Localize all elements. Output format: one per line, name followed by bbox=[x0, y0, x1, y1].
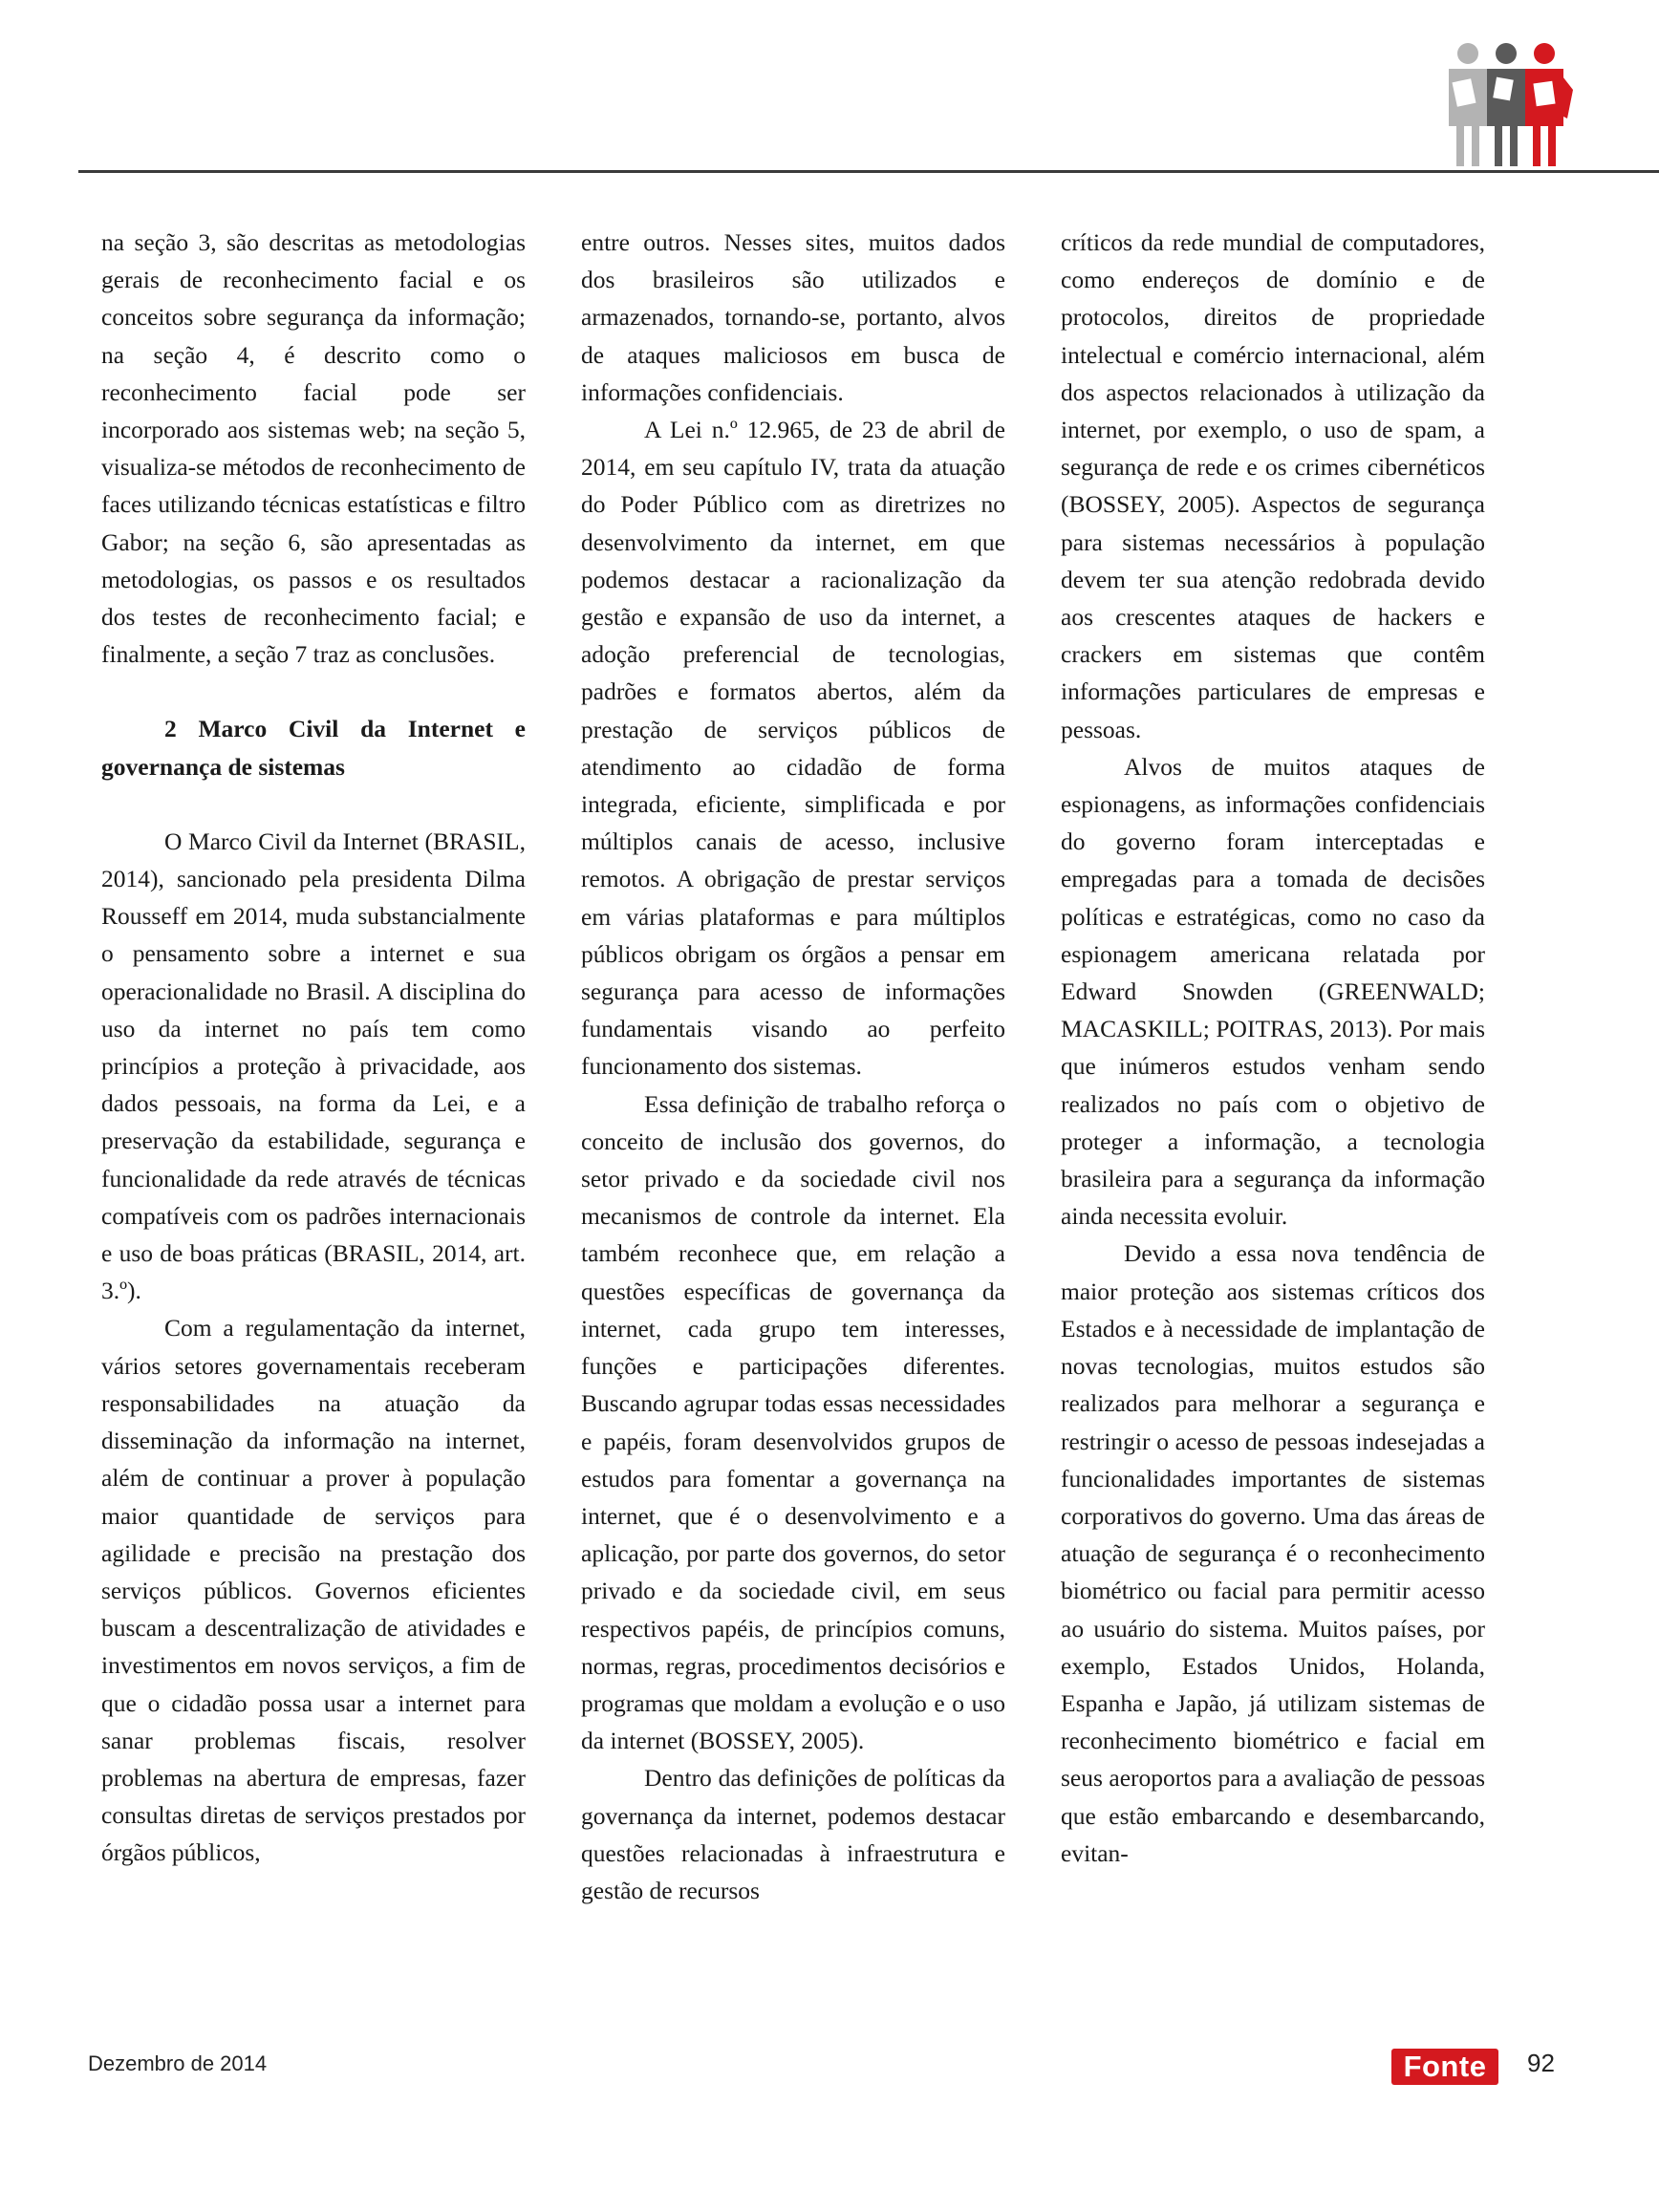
paragraph: Essa definição de trabalho reforça o conceito de inclusão dos governos, do setor privado e da sociedade civil nos mecanismos de controle da internet. Ela também reconhece que, em relação a questões específicas de governança da internet, cada grupo tem interesses, funções e participações diferentes. Buscando agrupar todas essas necessidades e papéis, foram desenvolvidos grupos de estudos para fomentar a governança na internet, que é o desenvolvimento e a aplicação, por parte dos governos, do setor privado e da sociedade civil, em seus respectivos papéis, de princípios comuns, normas, regras, procedimentos decisórios e programas que moldam a evolução e o uso da internet (BOSSEY, 2005). bbox=[581, 1089, 1005, 1755]
section-heading: 2 Marco Civil da Internet e governança de sistemas bbox=[101, 715, 526, 781]
page-number: 92 bbox=[1527, 2049, 1555, 2077]
header-rule bbox=[78, 170, 1659, 173]
paragraph: A Lei n.º 12.965, de 23 de abril de 2014, em seu capítulo IV, trata da atuação do Poder Público com as diretrizes no desenvolvimento da internet, em que podemos destacar a racionalização da gestão e expansão de uso da internet, a adoção preferencial de tecnologias, padrões e formatos abertos, além da prestação de serviços públicos de atendimento ao cidadão de forma integrada, eficiente, simplificada e por múltiplos canais de acesso, inclusive remotos. A obrigação de prestar serviços em várias plataformas e para múltiplos públicos obrigam os órgãos a pensar em segurança para acesso de informações fundamentais visando ao perfeito funcionamento dos sistemas. bbox=[581, 416, 1005, 1081]
paragraph: O Marco Civil da Internet (BRASIL, 2014), sancionado pela presidenta Dilma Rousseff em 2014, muda substancialmente o pensamento sobre a internet e sua operacionalidade no Brasil. A disciplina do uso da internet no país tem como princípios a proteção à privacidade, aos dados pessoais, na forma da Lei, e a preservação da estabilidade, segurança e funcionalidade da rede através de técnicas compatíveis com os padrões internacionais e uso de boas práticas (BRASIL, 2014, art. 3.º). bbox=[101, 827, 526, 1305]
column-3 bbox=[1061, 224, 1485, 1872]
footer-date: Dezembro de 2014 bbox=[88, 2051, 268, 2075]
paragraph: na seção 3, são descritas as metodologias gerais de reconhecimento facial e os conceitos sobre segurança da informação; na seção 4, é descrito como o reconhecimento facial pode ser incorporado aos sistemas web; na seção 5, visualiza-se métodos de reconhecimento de faces utilizando técnicas estatísticas e filtro Gabor; na seção 6, são apresentadas as metodologias, os passos e os resultados dos testes de reconhecimento facial; e finalmente, a seção 7 traz as conclusões. bbox=[101, 228, 526, 669]
paragraph: Com a regulamentação da internet, vários setores governamentais receberam responsabilidades na atuação da disseminação da informação na internet, além de continuar a prover à população maior quantidade de serviços para agilidade e precisão na prestação dos serviços públicos. Governos eficientes buscam a descentralização de atividades e investimentos em novos serviços, a fim de que o cidadão possa usar a internet para sanar problemas fiscais, resolver problemas na abertura de empresas, fazer consultas diretas de serviços prestados por órgãos públicos, bbox=[101, 1314, 526, 1867]
paragraph: Devido a essa nova tendência de maior proteção aos sistemas críticos dos Estados e à necessidade de implantação de novas tecnologias, muitos estudos são realizados para melhorar a segurança e restringir o acesso de pessoas indesejadas a funcionalidades importantes de sistemas corporativos do governo. Uma das áreas de atuação de segurança é o reconhecimento biométrico ou facial para permitir acesso ao usuário do sistema. Muitos países, por exemplo, Estados Unidos, Holanda, Espanha e Japão, já utilizam sistemas de reconhecimento biométrico e facial em seus aeroportos para a avaliação de pessoas que estão embarcando e desembarcando, evitan- bbox=[1061, 1239, 1485, 1867]
column-1 bbox=[101, 224, 526, 1872]
three-people-icon bbox=[1441, 42, 1584, 168]
paragraph: Dentro das definições de políticas da governança da internet, podemos destacar questões relacionadas à infraestrutura e gestão de recursos bbox=[581, 1764, 1005, 1904]
brand-logo: Fonte bbox=[1391, 2049, 1498, 2085]
paragraph: críticos da rede mundial de computadores, como endereços de domínio e de protocolos, direitos de propriedade intelectual e comércio internacional, além dos aspectos relacionados à utilização da internet, por exemplo, o uso de spam, a segurança de rede e os crimes cibernéticos (BOSSEY, 2005). Aspectos de segurança para sistemas necessários à população devem ter sua atenção redobrada devido aos crescentes ataques de hackers e crackers em sistemas que contêm informações particulares de empresas e pessoas. bbox=[1061, 228, 1485, 743]
paragraph: Alvos de muitos ataques de espionagens, as informações confidenciais do governo foram interceptadas e empregadas para a tomada de decisões políticas e estratégicas, como no caso da espionagem americana relatada por Edward Snowden (GREENWALD; MACASKILL; POITRAS, 2013). Por mais que inúmeros estudos venham sendo realizados no país com o objetivo de proteger a informação, a tecnologia brasileira para a segurança da informação ainda necessita evoluir. bbox=[1061, 752, 1485, 1231]
column-2 bbox=[581, 224, 1005, 1909]
paragraph: entre outros. Nesses sites, muitos dados dos brasileiros são utilizados e armazenados, tornando-se, portanto, alvos de ataques maliciosos em busca de informações confidenciais. bbox=[581, 228, 1005, 406]
